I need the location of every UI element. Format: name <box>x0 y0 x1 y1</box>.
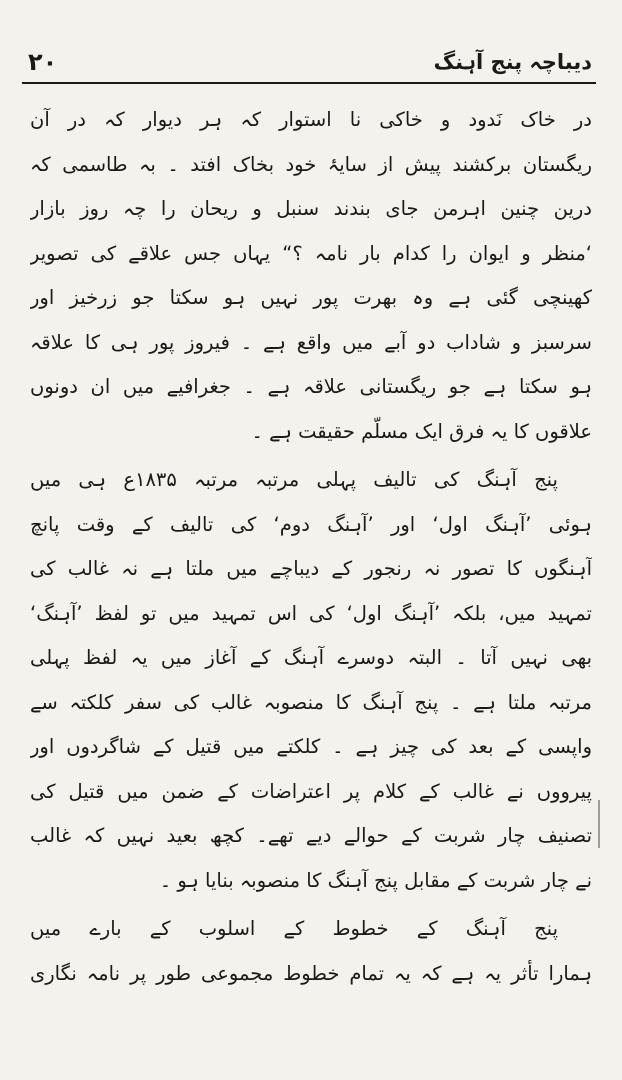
text-line: سرسبز و شاداب دو آبے میں واقع ہے ۔ فیروز پور ہی کا علاقہ <box>30 330 592 354</box>
text-line: تمہید میں، بلکہ ’آہنگ اول‘ کی اس تمہید میں تو لفظ ’آہنگ‘ <box>30 601 592 625</box>
text-line: ‘منظر و ایوان را کدام بار نامہ ؟“ یہاں جس علاقے کی تصویر <box>30 241 592 265</box>
running-title: دیباچہ پنج آہنگ <box>433 50 592 74</box>
page-number: ٢٠ <box>28 48 58 76</box>
paragraph <box>30 458 592 903</box>
paragraph <box>30 98 592 454</box>
text-line: در خاک نَدود و خاکی نا استوار کہ ہر دیوار کہ در آن <box>30 108 592 131</box>
text-line: نے چار شربت کے مقابل پنج آہنگ کا منصوبہ بنایا ہو ۔ <box>159 868 592 892</box>
page-body <box>30 98 592 996</box>
text-line: بھی نہیں آتا ۔ البتہ دوسرے آہنگ کے آغاز میں یہ لفظ پہلی <box>30 646 592 669</box>
text-line: واپسی کے بعد کی چیز ہے ۔ کلکتے میں قتیل کے شاگردوں اور <box>30 735 592 758</box>
text-line: پیرووں نے غالب کے کلام پر اعتراضات کے ضمن میں قتیل کی <box>30 779 592 803</box>
text-line: ریگستان برکشند پیش از سایۂ خود بخاک افتد ۔ بہ طاسمی کہ <box>30 152 592 176</box>
margin-pencil-mark <box>598 800 600 848</box>
text-line: آہنگوں کا تصور نہ رنجور کے دیباچے میں ملتا ہے نہ غالب کی <box>30 557 592 580</box>
text-line: ہو سکتا ہے جو ریگستانی علاقہ ہے ۔ جغرافیے میں ان دونوں <box>30 375 592 398</box>
text-line: تصنیف چار شربت کے حوالے دیے تھے۔ کچھ بعید نہیں کہ غالب <box>30 824 592 847</box>
text-line: مرتبہ ملتا ہے ۔ پنج آہنگ کا منصوبہ غالب کی سفر کلکتہ سے <box>30 690 592 714</box>
text-line: پنج آہنگ کی تالیف پہلی مرتبہ مرتبہ ۱۸۳۵ع ہی میں <box>30 468 558 491</box>
text-line: پنج آہنگ کے خطوط کے اسلوب کے بارے میں <box>30 917 558 940</box>
header-rule <box>22 82 596 84</box>
page-header <box>22 40 596 84</box>
text-line: کھینچی گئی ہے وہ بھرت پور نہیں ہو سکتا جو زرخیز اور <box>30 286 592 309</box>
text-line: ہوئی ’آہنگ اول‘ اور ’آہنگ دوم‘ کی تالیف کے وقت پانچ <box>30 512 592 536</box>
text-line: ہمارا تأثر یہ ہے کہ یہ تمام خطوط مجموعی طور پر نامہ نگاری <box>30 961 592 985</box>
text-line: علاقوں کا یہ فرق ایک مسلّم حقیقت ہے ۔ <box>251 419 592 443</box>
text-line: درین چنین اہرمن جای بندند سنبل و ریحان را چہ روز بازار <box>30 197 592 220</box>
paragraph <box>30 907 592 996</box>
